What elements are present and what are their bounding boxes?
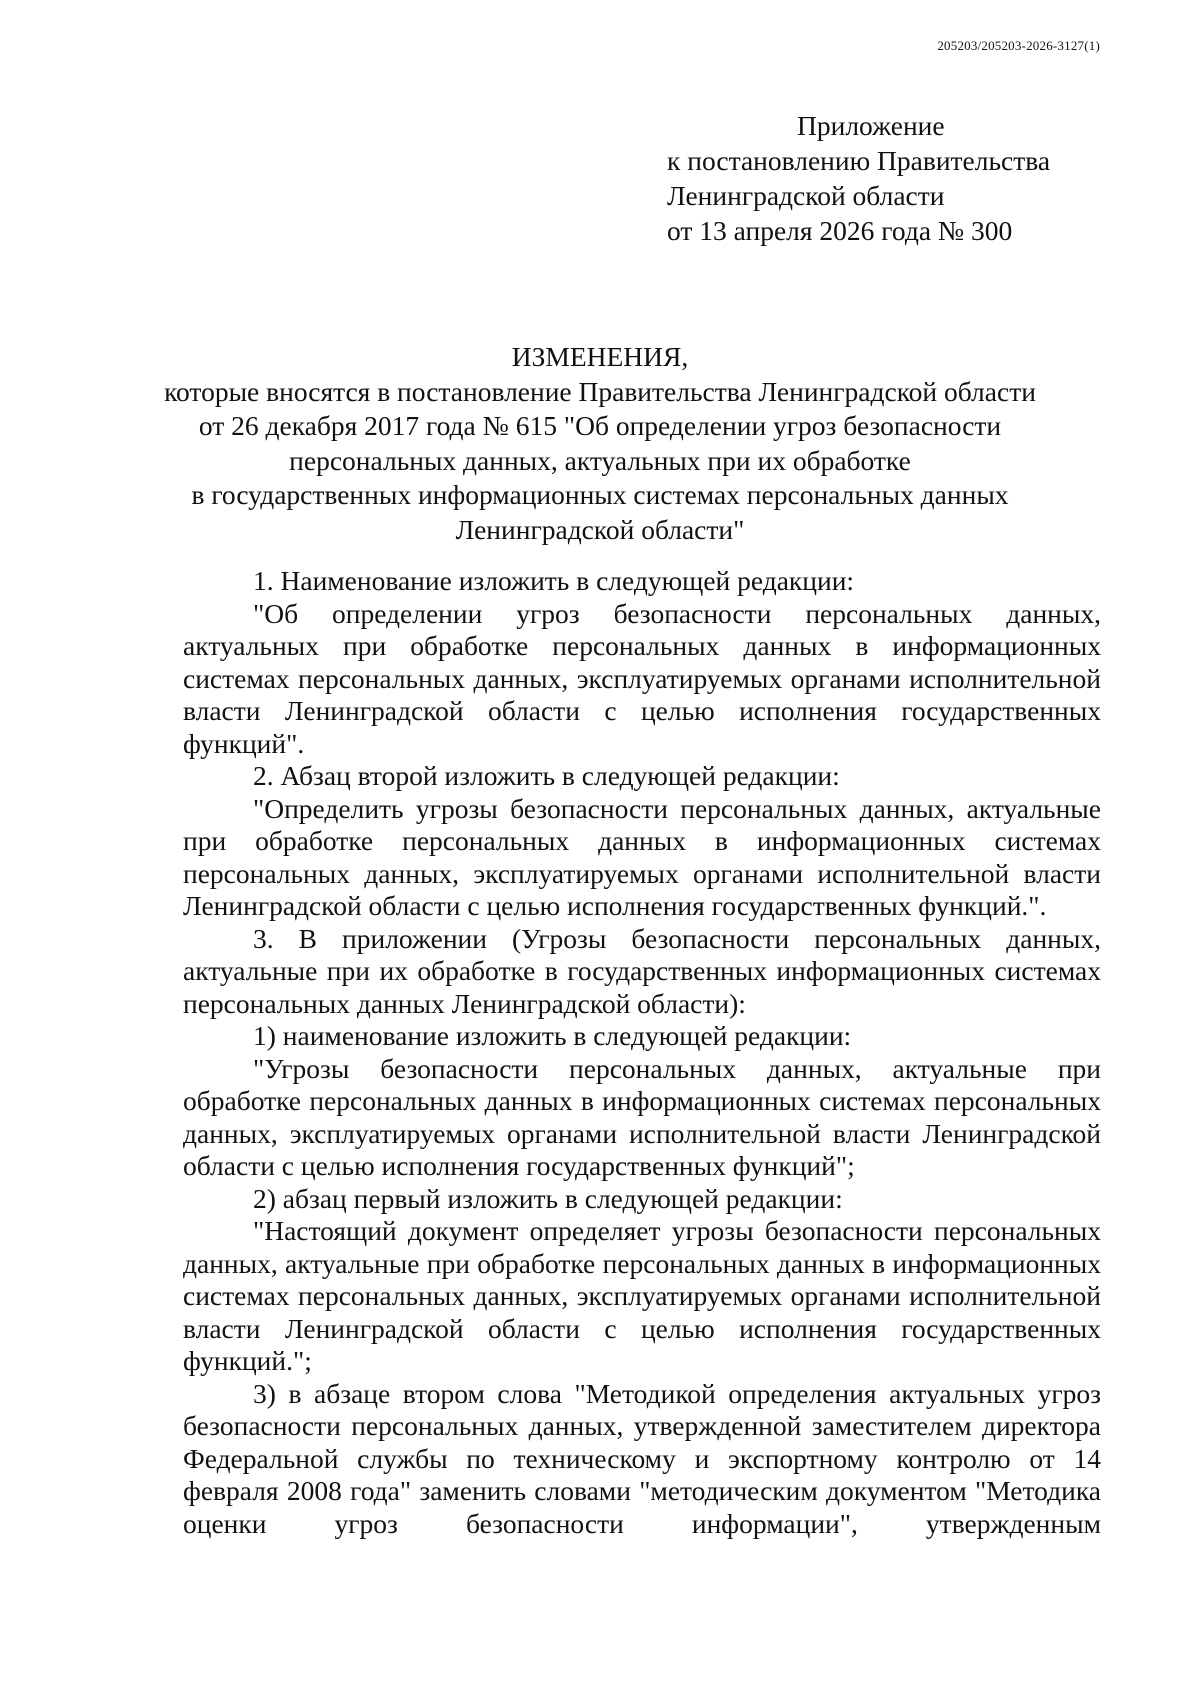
paragraph: 2. Абзац второй изложить в следующей редакции: (253, 760, 840, 791)
title-line: Ленинградской области" (455, 513, 745, 545)
document-body (183, 565, 1101, 1540)
title-line: от 26 декабря 2017 года № 615 "Об определении угроз безопасности (198, 410, 1002, 441)
appendix-line: к постановлению Правительства (667, 145, 1051, 176)
title-line: в государственных информационных системах персональных данных (191, 479, 1009, 510)
paragraph: 3) в абзаце втором слова "Методикой определения актуальных угроз безопасности персональных данных, утвержденной заместителем директора Федеральной службы по техническому и экспортному контролю от 14 февраля 2008 года" заменить словами "методическим документом "Методика оценки угроз безопасности информации", утвержденным (183, 1377, 1101, 1539)
appendix-line: Приложение (797, 110, 945, 141)
title-heading: ИЗМЕНЕНИЯ, (511, 341, 689, 372)
paragraph: "Об определении угроз безопасности персональных данных, актуальных при обработке персональных данных в информационных системах персональных данных, эксплуатируемых органами исполнительной власти Ленинградской области с целью исполнения государственных функций". (183, 597, 1101, 759)
title-line: персональных данных, актуальных при их обработке (289, 444, 911, 476)
document-id: 205203/205203-2026-3127(1) (937, 38, 1100, 53)
paragraph: "Угрозы безопасности персональных данных, актуальные при обработке персональных данных в информационных системах персональных данных, эксплуатируемых органами исполнительной власти Ленинградской области с целью исполнения государственных функций"; (183, 1052, 1101, 1181)
document-title (150, 340, 1050, 547)
paragraph: 3. В приложении (Угрозы безопасности персональных данных, актуальные при их обработке в государственных информационных системах персональных данных Ленинградской области): (183, 922, 1101, 1019)
appendix-line: от 13 апреля 2026 года № 300 (667, 215, 1013, 246)
title-line: которые вносятся в постановление Правительства Ленинградской области (164, 375, 1036, 407)
paragraph: "Определить угрозы безопасности персональных данных, актуальные при обработке персональных данных в информационных системах персональных данных, эксплуатируемых органами исполнительной власти Ленинградской области с целью исполнения государственных функций.". (183, 792, 1101, 921)
appendix-line: Ленинградской области (667, 180, 945, 211)
paragraph: 1) наименование изложить в следующей редакции: (253, 1020, 852, 1051)
paragraph: "Настоящий документ определяет угрозы безопасности персональных данных, актуальные при обработке персональных данных в информационных системах персональных данных, эксплуатируемых органами исполнительной власти Ленинградской области с целью исполнения государственных функций."; (183, 1215, 1101, 1376)
paragraph: 1. Наименование изложить в следующей редакции: (253, 565, 855, 596)
paragraph: 2) абзац первый изложить в следующей редакции: (253, 1182, 843, 1214)
appendix-header (667, 108, 1050, 248)
